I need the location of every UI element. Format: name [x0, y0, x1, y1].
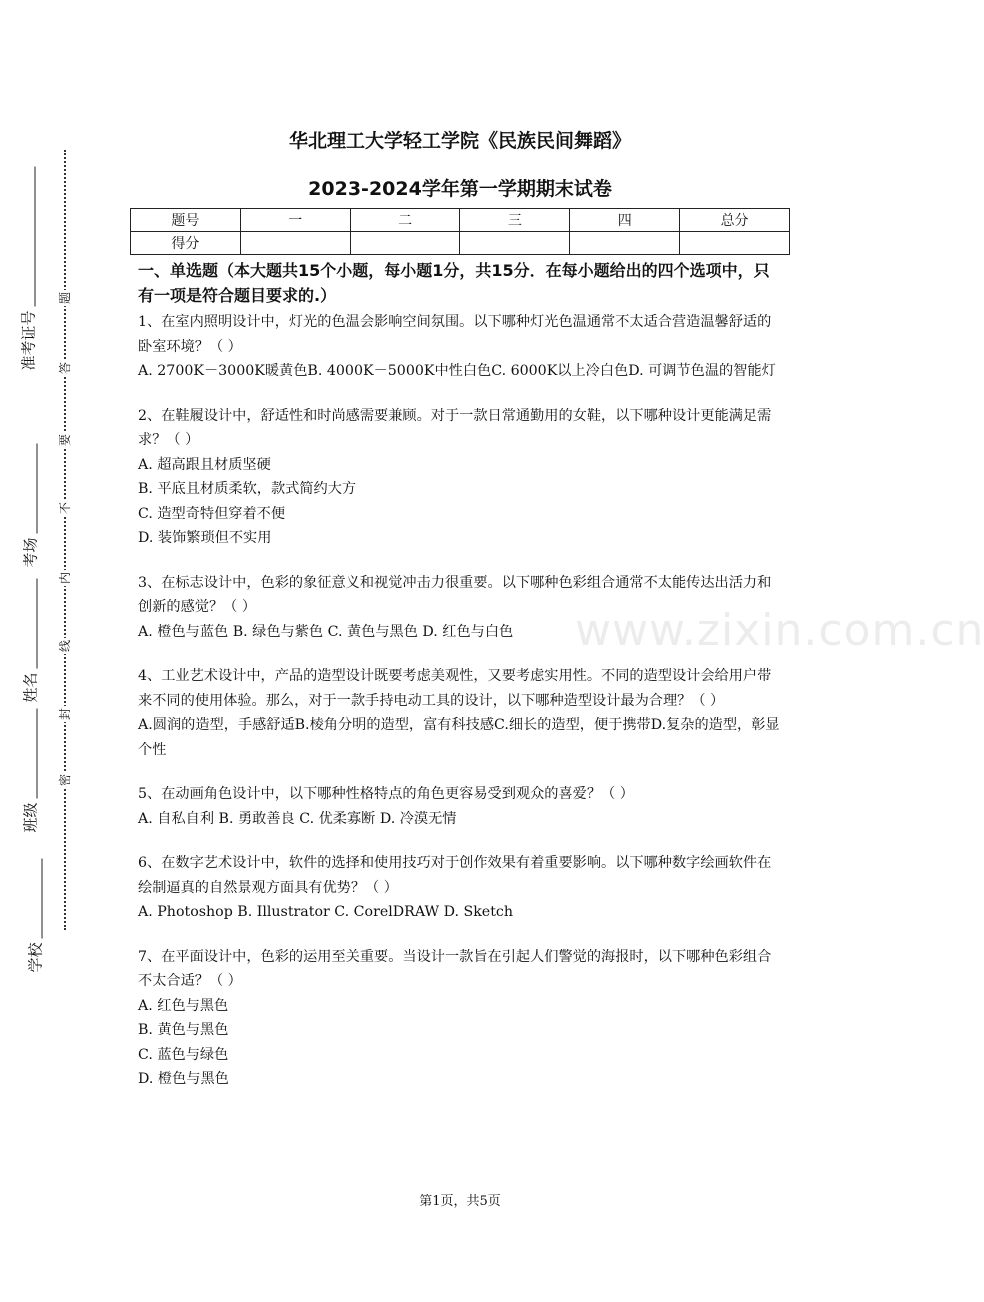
class-field[interactable] — [20, 708, 41, 832]
question-2 — [138, 404, 783, 551]
score-table-score-row — [131, 232, 790, 255]
score-table-cell: 总分 — [680, 209, 790, 232]
score-input-cell[interactable] — [240, 232, 350, 255]
score-table — [130, 208, 790, 255]
seal-char: 答 — [58, 362, 72, 375]
score-row-label: 得分 — [131, 232, 241, 255]
exam-room-blank[interactable] — [23, 443, 38, 533]
score-input-cell[interactable] — [570, 232, 680, 255]
exam-content — [138, 258, 783, 1112]
question-option: A. 超高跟且材质坚硬 — [138, 456, 271, 473]
score-table-cell: 四 — [570, 209, 680, 232]
watermark: www.zixin.com.cn — [575, 605, 984, 656]
question-stem: 4、工业艺术设计中，产品的造型设计既要考虑美观性，又要考虑实用性。不同的造型设计会给用户带来不同的使用体验。那么，对于一款手持电动工具的设计，以下哪种造型设计最为合理？（ ） — [138, 668, 772, 709]
exam-room-label: 考场 — [21, 537, 40, 568]
score-table-cell: 题号 — [131, 209, 241, 232]
admission-number-blank[interactable] — [21, 166, 36, 306]
class-blank[interactable] — [23, 708, 38, 798]
score-input-cell[interactable] — [350, 232, 460, 255]
page-title-line2: 2023-2024学年第一学期期末试卷 — [308, 178, 612, 200]
question-option: B. 平底且材质柔软，款式简约大方 — [138, 481, 357, 497]
page-number: 第1页，共5页 — [419, 1194, 501, 1209]
question-5 — [138, 782, 783, 831]
seal-char: 密 — [58, 774, 72, 787]
score-table-header-row — [131, 209, 790, 232]
question-stem: 1、在室内照明设计中，灯光的色温会影响空间氛围。以下哪种灯光色温通常不太适合营造温馨舒适的卧室环境？（ ） — [138, 314, 772, 355]
question-option: C. 造型奇特但穿着不便 — [138, 505, 286, 522]
seal-char: 内 — [58, 572, 72, 585]
question-options: A. 橙色与蓝色 B. 绿色与紫色 C. 黄色与黑色 D. 红色与白色 — [138, 623, 514, 640]
name-blank[interactable] — [23, 578, 38, 668]
seal-char: 线 — [58, 640, 72, 653]
exam-room-field[interactable] — [20, 443, 41, 567]
school-field[interactable] — [25, 858, 46, 972]
question-option: B. 黄色与黑色 — [138, 1022, 229, 1038]
question-option: D. 装饰繁琐但不实用 — [138, 530, 272, 546]
question-options: A. 自私自利 B. 勇敢善良 C. 优柔寡断 D. 冷漠无情 — [138, 810, 457, 827]
question-4 — [138, 664, 783, 762]
question-options: A. 2700K－3000K暖黄色B. 4000K－5000K中性白色C. 6000K以上冷白色D. 可调节色温的智能灯 — [138, 363, 776, 379]
admission-number-field[interactable] — [18, 166, 39, 370]
name-field[interactable] — [20, 578, 41, 702]
question-option: A. 红色与黑色 — [138, 997, 229, 1014]
page-title-line1: 华北理工大学轻工学院《民族民间舞蹈》 — [288, 130, 631, 152]
score-table-cell: 一 — [240, 209, 350, 232]
question-1 — [138, 310, 783, 384]
question-option: C. 蓝色与绿色 — [138, 1046, 229, 1063]
question-6 — [138, 851, 783, 925]
question-stem: 5、在动画角色设计中，以下哪种性格特点的角色更容易受到观众的喜爱？（ ） — [138, 786, 634, 802]
name-label: 姓名 — [21, 672, 40, 703]
score-table-cell: 二 — [350, 209, 460, 232]
question-stem: 6、在数字艺术设计中，软件的选择和使用技巧对于创作效果有着重要影响。以下哪种数字绘画软件在绘制逼真的自然景观方面具有优势？（ ） — [138, 855, 772, 896]
question-stem: 2、在鞋履设计中，舒适性和时尚感需要兼顾。对于一款日常通勤用的女鞋，以下哪种设计更能满足需求？（ ） — [138, 407, 772, 448]
score-input-cell[interactable] — [460, 232, 570, 255]
seal-char: 要 — [58, 434, 72, 447]
question-stem: 7、在平面设计中，色彩的运用至关重要。当设计一款旨在引起人们警觉的海报时，以下哪种色彩组合不太合适？（ ） — [138, 948, 772, 989]
question-7 — [138, 945, 783, 1092]
school-label: 学校 — [26, 942, 45, 973]
question-options: A. Photoshop B. Illustrator C. CorelDRAW D. Sketch — [138, 904, 513, 920]
class-label: 班级 — [21, 802, 40, 833]
question-option: D. 橙色与黑色 — [138, 1071, 229, 1087]
seal-char: 题 — [58, 292, 72, 305]
question-stem: 3、在标志设计中，色彩的象征意义和视觉冲击力很重要。以下哪种色彩组合通常不太能传达出活力和创新的感觉？（ ） — [138, 574, 772, 615]
school-blank[interactable] — [28, 858, 43, 938]
score-table-cell: 三 — [460, 209, 570, 232]
question-options: A.圆润的造型，手感舒适B.棱角分明的造型，富有科技感C.细长的造型，便于携带D.复杂的造型，彰显个性 — [138, 717, 780, 758]
question-3 — [138, 571, 783, 645]
seal-char: 不 — [58, 502, 72, 515]
seal-line — [64, 150, 66, 930]
admission-number-label: 准考证号 — [19, 310, 38, 371]
score-input-cell[interactable] — [680, 232, 790, 255]
seal-char: 封 — [58, 708, 72, 721]
section-heading: 一、单选题（本大题共15个小题，每小题1分，共15分．在每小题给出的四个选项中，只有一项是符合题目要求的.） — [138, 261, 770, 305]
